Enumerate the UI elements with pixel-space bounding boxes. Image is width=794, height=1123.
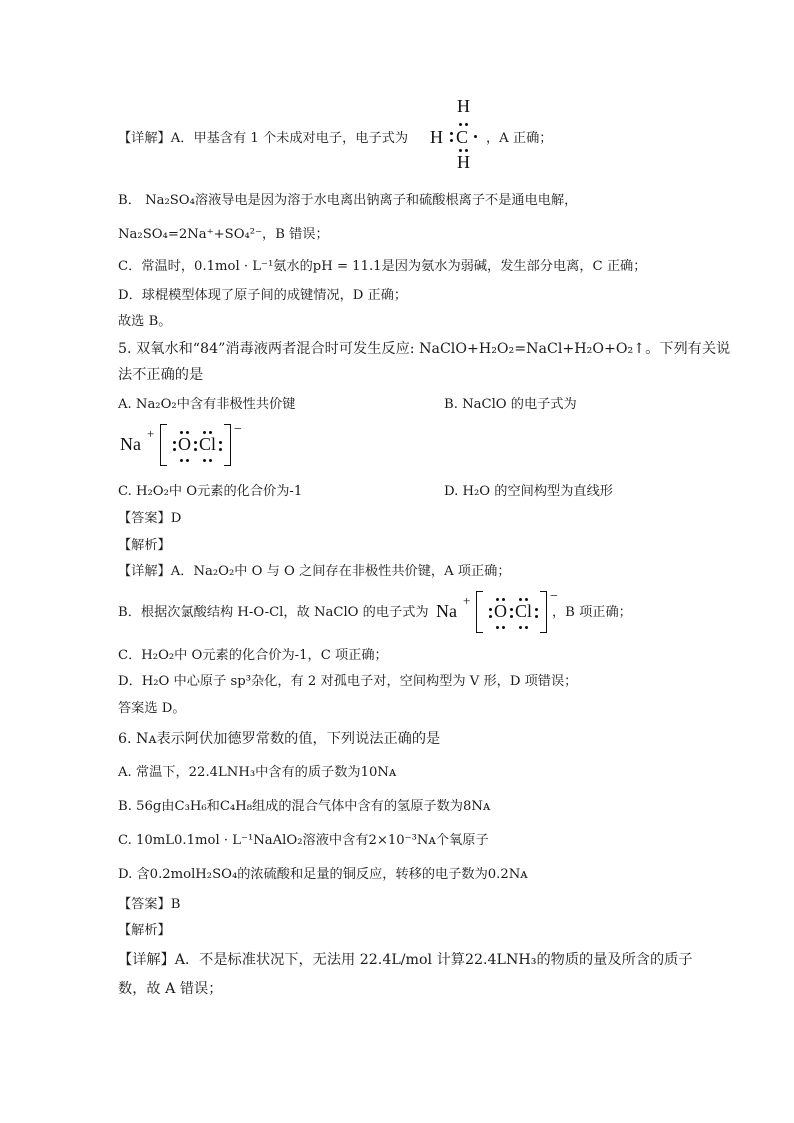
methyl-c: C [456,127,469,147]
methyl-result: ，A 正确； [486,131,553,146]
q6-option-b: B. 56g由C₃H₆和C₄H₈组成的混合气体中含有的氢原子数为8Nᴀ [118,799,491,814]
q6-option-c: C. 10mL0.1mol · L⁻¹NaAlO₂溶液中含有2×10⁻³Nᴀ个氧原子 [118,833,489,848]
q6-analysis: 【解析】 [118,923,171,938]
q5-detail-b: B．根据次氯酸结构 H-O-Cl，故 NaClO 的电子式为 [118,605,429,620]
q5-analysis: 【解析】 [118,538,171,553]
q5-option-a: A. Na₂O₂中含有非极性共价键 [118,397,296,412]
q5-option-d: D. H₂O 的空间构型为直线形 [444,484,613,499]
methyl-explanation [118,130,408,148]
line-d: D．球棍模型体现了原子间的成键情况，D 正确； [118,288,408,303]
conclusion-1: 故选 B。 [118,314,172,329]
q5-answer: 【答案】D [118,511,182,526]
lewis-o: O [178,434,191,454]
methyl-text: 【详解】A．甲基含有 1 个未成对电子，电子式为 [118,131,409,146]
methyl-h-top: H [457,96,470,116]
lewis-na: Na [120,434,141,454]
methyl-lewis-structure [428,96,492,174]
q5-stem-2: 法不正确的是 [118,367,204,383]
q6-stem: 6. Nᴀ表示阿伏加德罗常数的值，下列说法正确的是 [118,731,441,747]
naclo-lewis-structure-detail: Na + O Cl − [436,589,566,635]
q6-detail-a2: 数，故 A 错误； [118,981,223,997]
line-b2: Na₂SO₄=2Na⁺+SO₄²⁻，B 错误； [118,227,329,242]
lewis-minus: − [234,422,242,437]
lewis-plus: + [147,426,155,441]
methyl-h-left: H [430,127,443,147]
q5-detail-d: D．H₂O 中心原子 sp³杂化，有 2 对孤电子对，空间构型为 V 形，D 项错误； [118,674,578,689]
naclo-lewis-structure [120,422,250,468]
q5-stem-1: 5. 双氧水和“84”消毒液两者混合时可发生反应: NaClO+H₂O₂=NaCl+H₂O+O₂↑。下列有关说 [118,341,731,357]
line-b1: B． Na₂SO₄溶液导电是因为溶于水电离出钠离子和硫酸根离子不是通电电解， [118,193,578,208]
line-c: C．常温时，0.1mol · L⁻¹氨水的pH = 11.1是因为氨水为弱碱，发生部分电离，C 正确； [118,259,647,274]
q6-detail-a1: 【详解】A．不是标准状况下，无法用 22.4L/mol 计算22.4LNH₃的物质的量及所含的质子 [118,952,693,968]
q5-option-b: B. NaClO 的电子式为 [444,397,577,412]
q6-answer: 【答案】B [118,897,181,912]
lewis-cl: Cl [199,434,217,454]
q5-detail-c: C．H₂O₂中 O元素的化合价为-1，C 项正确； [118,648,388,663]
q5-detail-b-end: ，B 项正确； [552,605,632,620]
q5-conclusion: 答案选 D。 [118,701,186,716]
methyl-h-bottom: H [457,152,470,172]
q6-option-a: A. 常温下，22.4LNH₃中含有的质子数为10Nᴀ [118,765,397,780]
q5-option-c: C. H₂O₂中 O元素的化合价为-1 [118,484,303,499]
q5-detail-a: 【详解】A．Na₂O₂中 O 与 O 之间存在非极性共价键，A 项正确； [118,564,511,579]
q6-option-d: D. 含0.2molH₂SO₄的浓硫酸和足量的铜反应，转移的电子数为0.2Nᴀ [118,867,528,882]
